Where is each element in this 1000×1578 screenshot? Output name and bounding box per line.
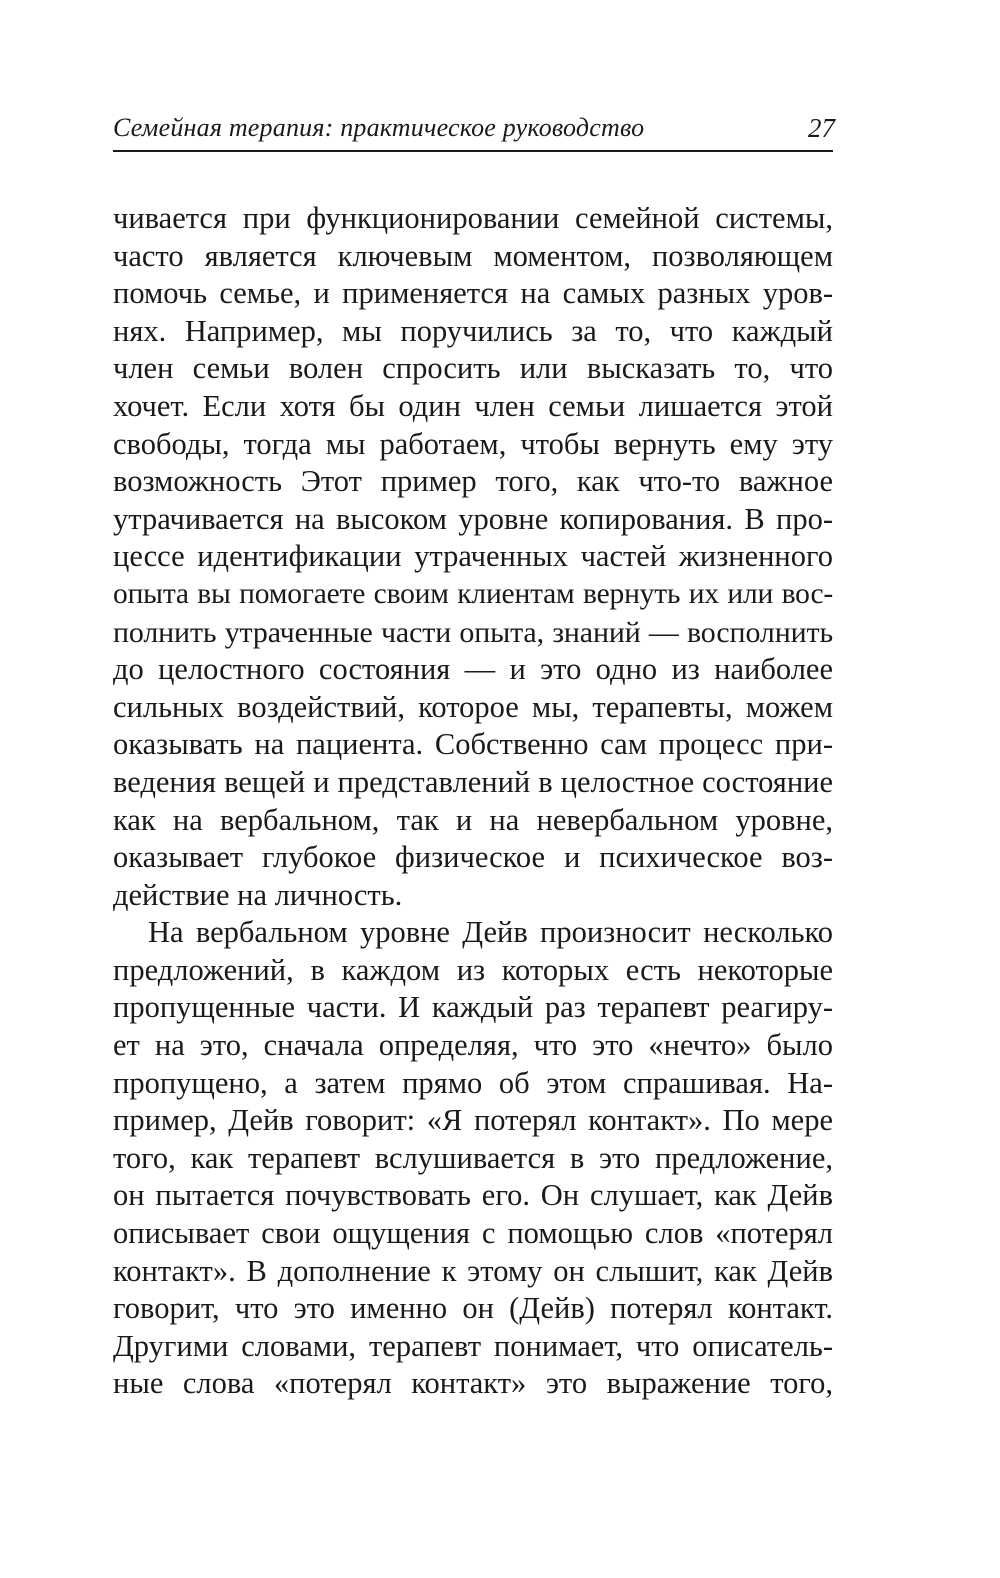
text-line: утрачивается на высоком уровне копирования. В про- <box>113 501 833 536</box>
text-line: того, как терапевт вслушивается в это предложение, <box>113 1140 833 1175</box>
running-head <box>113 111 835 151</box>
text-line: нях. Например, мы поручились за то, что каждый <box>113 313 833 348</box>
text-line: описывает свои ощущения с помощью слов «потерял <box>113 1216 833 1251</box>
text-line: говорит, что это именно он (Дейв) потерял контакт. <box>113 1291 833 1326</box>
paragraph-1 <box>113 200 833 914</box>
text-line: оказывает глубокое физическое и психическое воз- <box>113 840 833 875</box>
text-line: до целостного состояния — и это одно из наиболее <box>113 652 833 687</box>
text-line: На вербальном уровне Дейв произносит несколько <box>148 915 833 950</box>
text-line: оказывать на пациента. Собственно сам процесс при- <box>113 727 833 762</box>
paragraph-2 <box>113 914 833 1403</box>
text-line: действие на личность. <box>113 877 403 912</box>
text-line: пропущено, а затем прямо об этом спрашивая. На- <box>113 1065 833 1100</box>
text-line: пропущенные части. И каждый раз терапевт реагиру- <box>113 990 833 1025</box>
text-line: хочет. Если хотя бы один член семьи лишается этой <box>113 388 833 423</box>
text-line: он пытается почувствовать его. Он слушает, как Дейв <box>113 1178 833 1213</box>
text-line: член семьи волен спросить или высказать то, что <box>113 351 833 386</box>
text-line: часто является ключевым моментом, позволяющем <box>113 238 833 273</box>
text-line: ведения вещей и представлений в целостное состояние <box>113 764 833 799</box>
body-text <box>113 200 833 1403</box>
text-line: ет на это, сначала определяя, что это «нечто» было <box>113 1028 833 1063</box>
header-rule <box>113 150 833 152</box>
text-line: ные слова «потерял контакт» это выражение того, <box>113 1366 833 1401</box>
text-line: полнить утраченные части опыта, знаний — восполнить <box>113 615 833 649</box>
text-line: помочь семье, и применяется на самых разных уров- <box>113 276 833 311</box>
text-line: чивается при функционировании семейной системы, <box>113 201 833 235</box>
text-line: как на вербальном, так и на невербальном уровне, <box>113 802 833 837</box>
text-line: свободы, тогда мы работаем, чтобы вернуть ему эту <box>113 426 833 461</box>
text-line: возможность Этот пример того, как что-то важное <box>113 464 833 499</box>
text-line: сильных воздействий, которое мы, терапевты, можем <box>113 689 833 724</box>
text-line: цессе идентификации утраченных частей жизненного <box>113 539 833 574</box>
text-line: Другими словами, терапевт понимает, что описатель- <box>113 1328 833 1363</box>
running-head-title: Семейная терапия: практическое руководство <box>113 113 645 142</box>
page-number: 27 <box>808 113 835 143</box>
text-line: предложений, в каждом из которых есть некоторые <box>113 952 833 987</box>
text-line: контакт». В дополнение к этому он слышит, как Дейв <box>113 1253 833 1288</box>
text-line: опыта вы помогаете своим клиентам вернуть их или вос- <box>113 577 833 610</box>
text-line: пример, Дейв говорит: «Я потерял контакт». По мере <box>113 1103 833 1138</box>
